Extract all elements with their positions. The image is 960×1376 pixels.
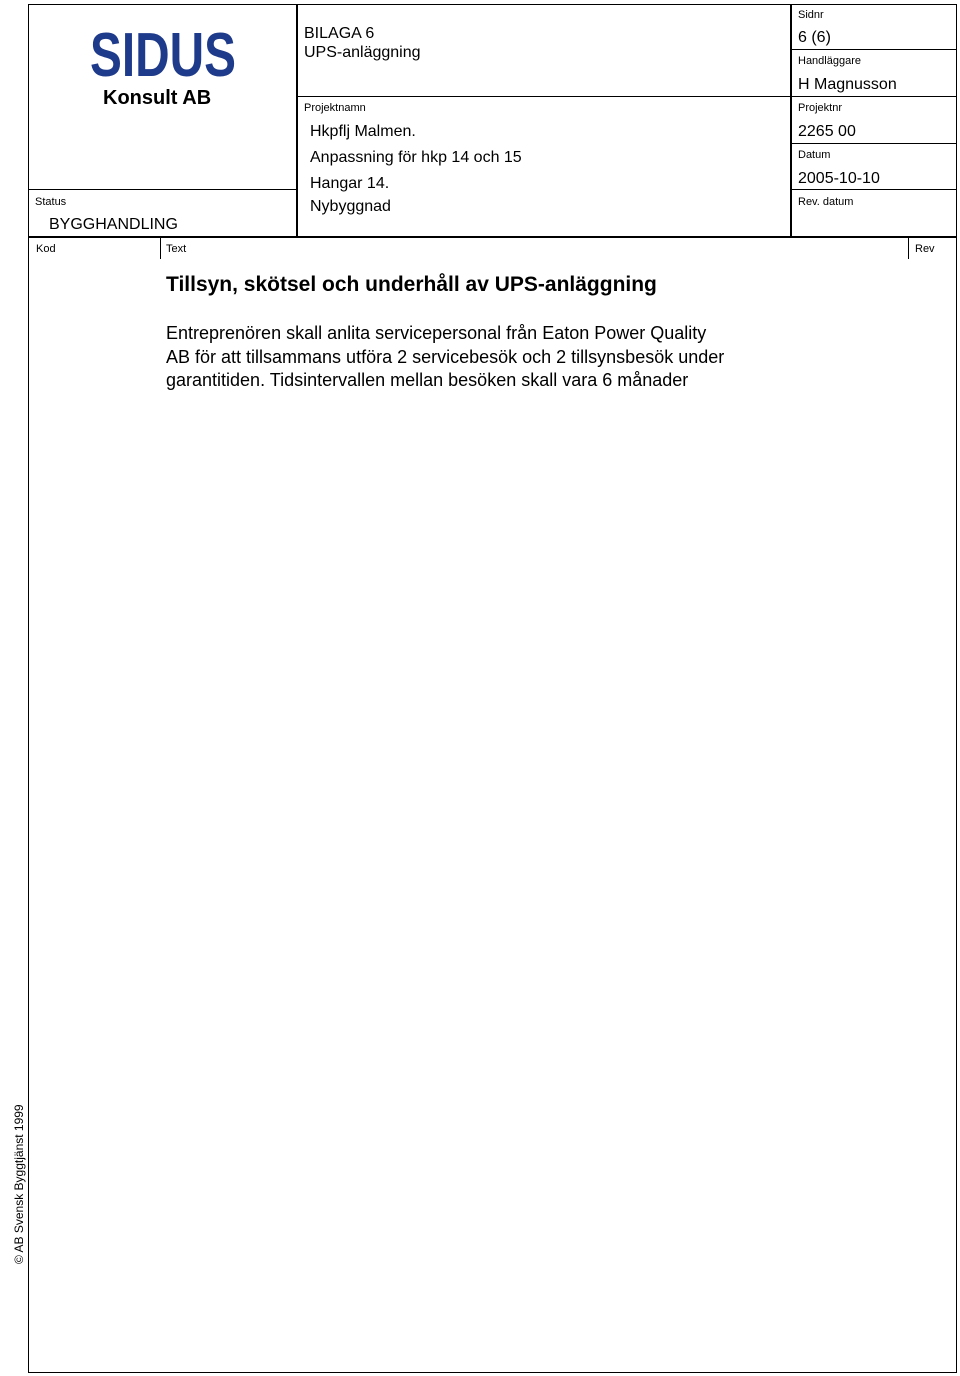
status-value: BYGGHANDLING bbox=[49, 216, 178, 233]
title-rule bbox=[296, 96, 790, 97]
datum-value: 2005-10-10 bbox=[798, 170, 880, 187]
projektnamn-label: Projektnamn bbox=[304, 102, 366, 114]
header-bottom-rule bbox=[28, 236, 957, 238]
paragraph-line-2: AB för att tillsammans utföra 2 servicebesök och 2 tillsynsbesök under bbox=[166, 346, 725, 367]
handlaggare-value: H Magnusson bbox=[798, 76, 897, 93]
handlaggare-rule bbox=[790, 96, 957, 97]
logo-wordmark-text: SIDUS bbox=[90, 21, 236, 90]
paragraph-line-3: garantitiden. Tidsintervallen mellan besöken skall vara 6 månader bbox=[166, 370, 689, 390]
projektnamn-line-4: Nybyggnad bbox=[310, 198, 391, 215]
page-frame bbox=[28, 4, 957, 1373]
document-title: BILAGA 6 bbox=[304, 25, 375, 42]
section-heading: Tillsyn, skötsel och underhåll av UPS-anläggning bbox=[166, 273, 657, 296]
header-divider-logo bbox=[296, 4, 298, 237]
section-paragraph bbox=[166, 322, 826, 393]
text-column-label: Text bbox=[166, 243, 187, 255]
kod-column-label: Kod bbox=[36, 243, 56, 255]
handlaggare-label: Handläggare bbox=[798, 55, 861, 67]
paragraph-line-1: Entreprenören skall anlita servicepersonal från Eaton Power Quality bbox=[166, 323, 707, 343]
sidnr-rule bbox=[790, 49, 957, 50]
sidnr-value: 6 (6) bbox=[798, 29, 831, 46]
sidus-wordmark bbox=[88, 21, 238, 90]
datum-rule bbox=[790, 189, 957, 190]
logo-subtitle: Konsult AB bbox=[103, 87, 212, 109]
projektnamn-line-1: Hkpflj Malmen. bbox=[310, 123, 416, 140]
projektnamn-line-2: Anpassning för hkp 14 och 15 bbox=[310, 149, 522, 166]
document-subtitle: UPS-anläggning bbox=[304, 44, 421, 61]
status-label: Status bbox=[35, 196, 67, 208]
datum-label: Datum bbox=[798, 149, 831, 161]
projektnamn-line-3: Hangar 14. bbox=[310, 175, 390, 192]
kod-column-divider bbox=[160, 237, 161, 259]
copyright-notice: © AB Svensk Byggtjänst 1999 bbox=[12, 1104, 26, 1264]
projektnr-value: 2265 00 bbox=[798, 123, 856, 140]
projektnr-label: Projektnr bbox=[798, 102, 843, 114]
header-divider-right bbox=[790, 4, 792, 237]
projektnr-rule bbox=[790, 143, 957, 144]
sidnr-label: Sidnr bbox=[798, 9, 824, 21]
status-rule bbox=[28, 189, 296, 190]
rev-column-label: Rev bbox=[915, 243, 935, 255]
rev-column-divider bbox=[908, 237, 909, 259]
revdatum-label: Rev. datum bbox=[798, 196, 854, 208]
